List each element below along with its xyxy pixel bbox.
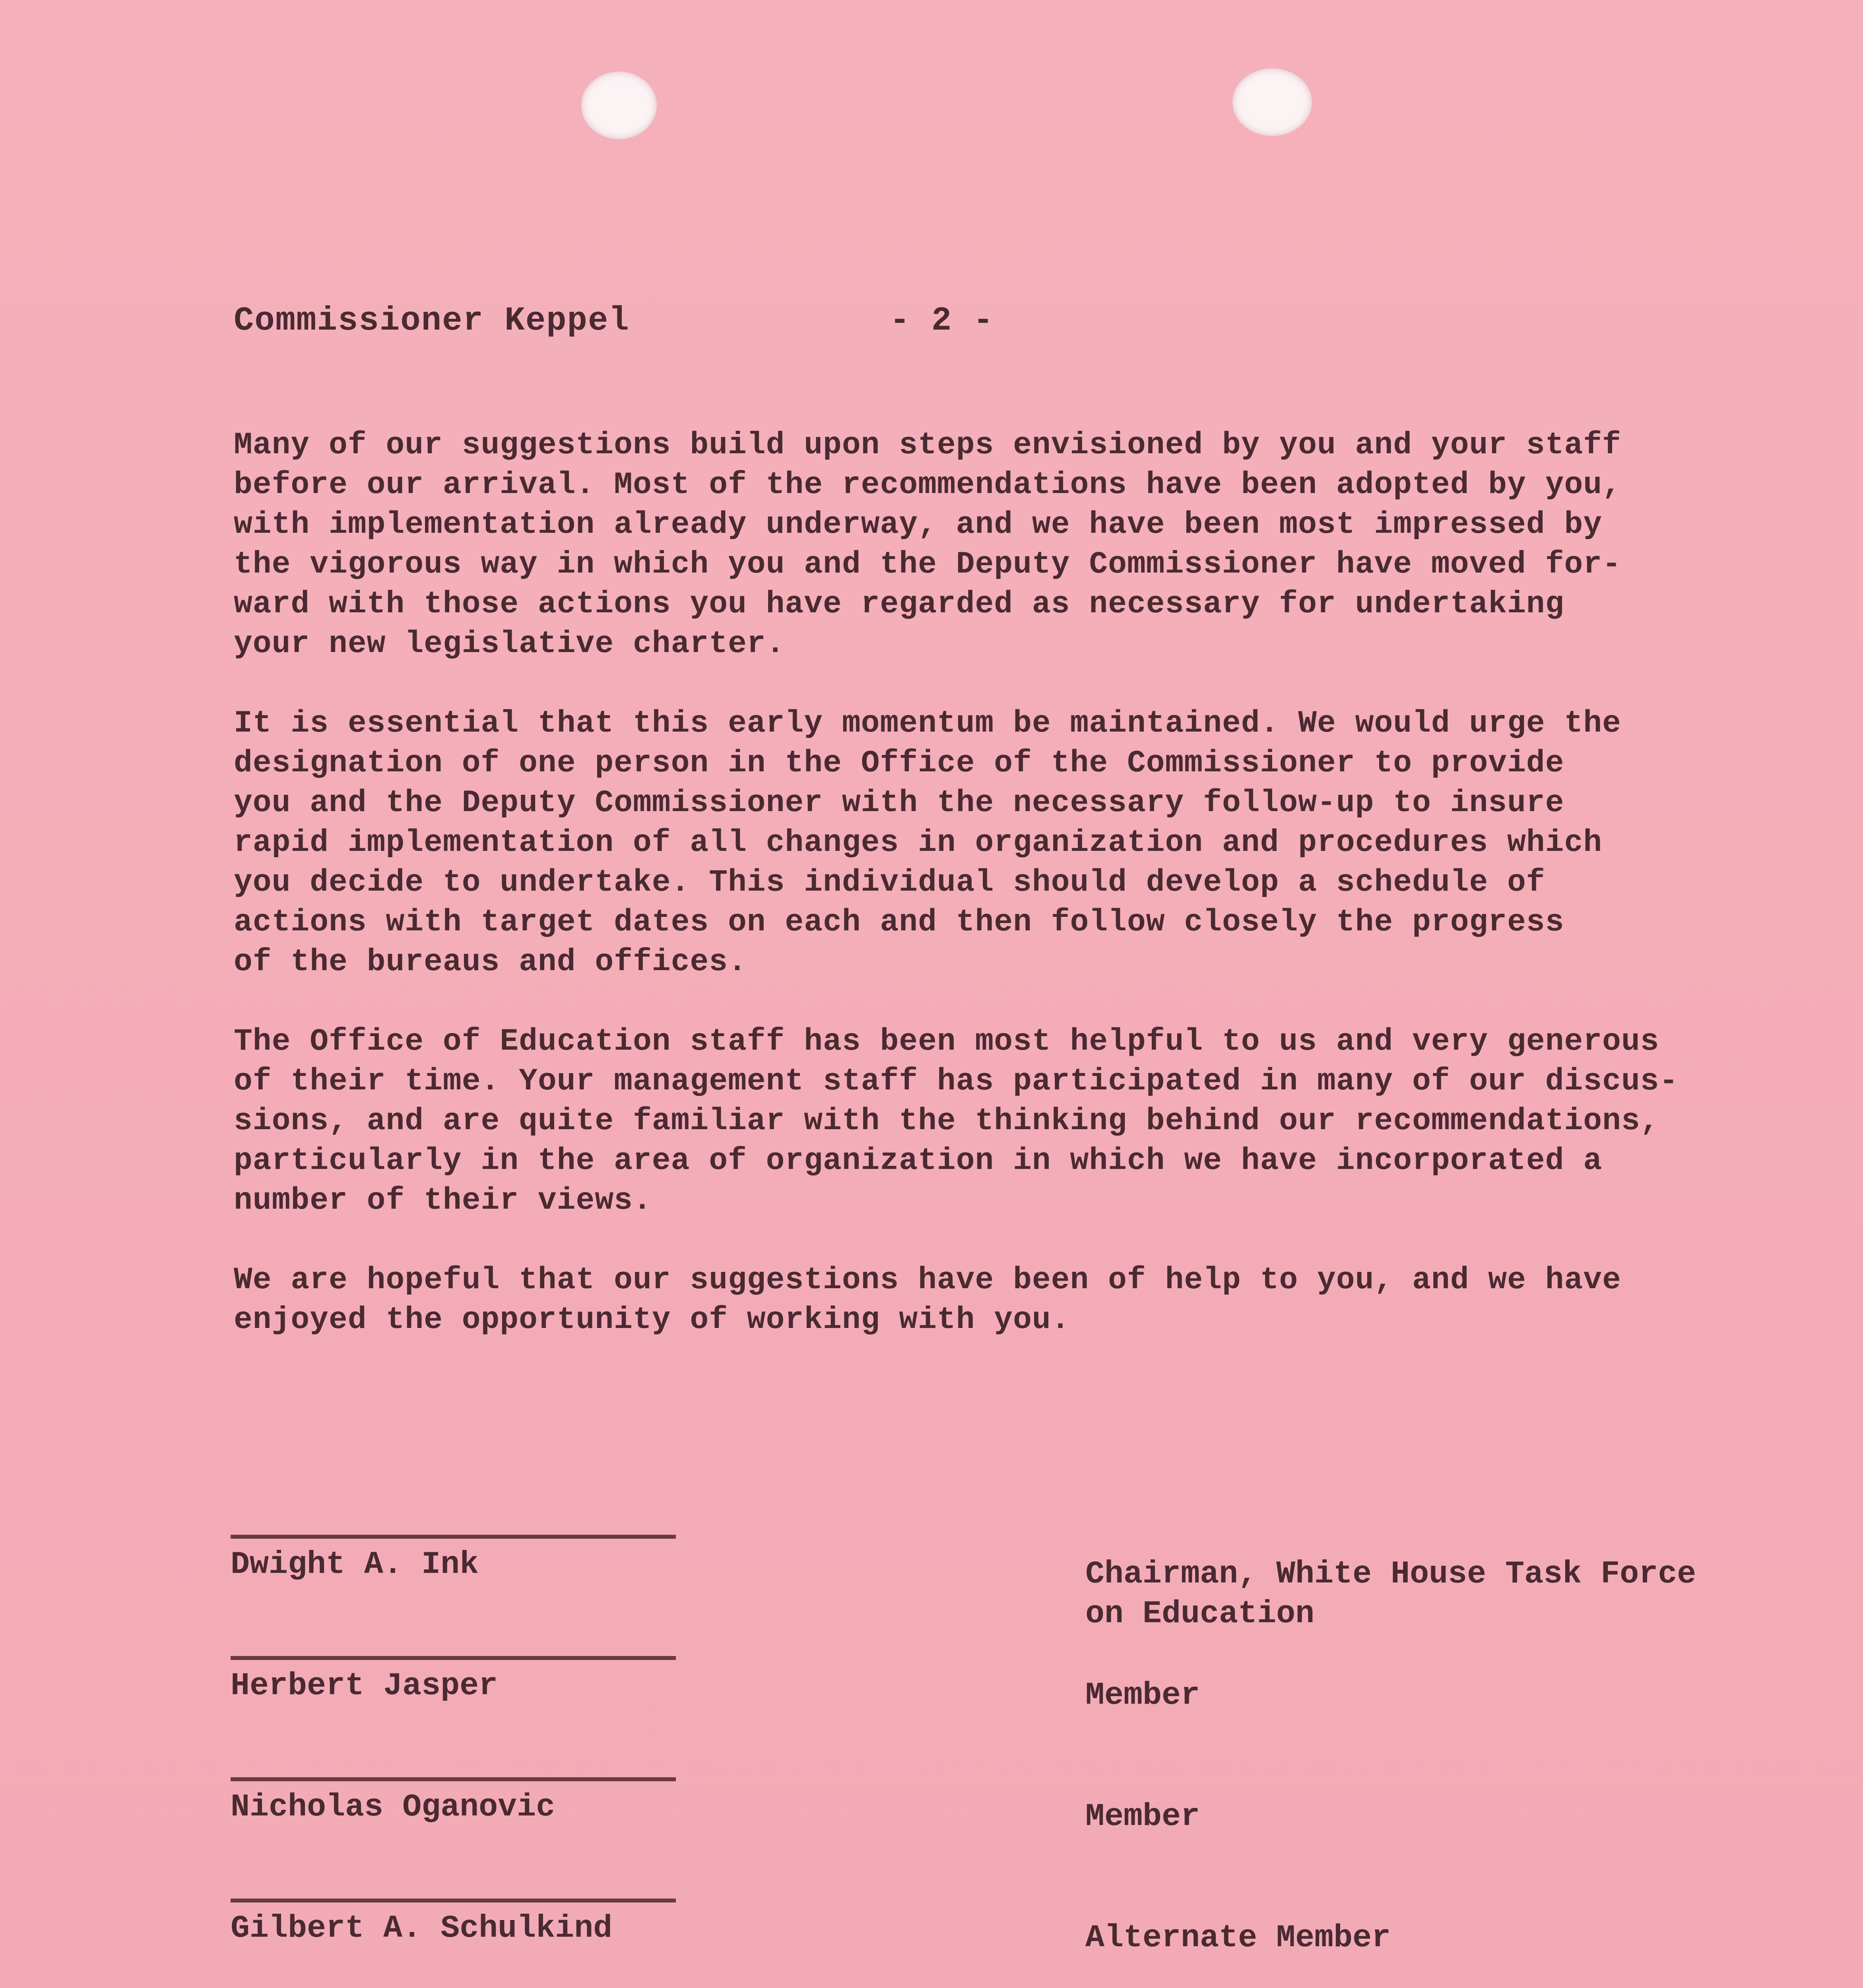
signer-title: Alternate Member	[1085, 1920, 1391, 1956]
signer-name: Herbert Jasper	[231, 1668, 498, 1704]
signer-title: Chairman, White House Task Force on Education	[1085, 1556, 1696, 1632]
signer-title: Member	[1085, 1799, 1200, 1835]
signer-name: Dwight A. Ink	[231, 1547, 479, 1583]
signature-row	[231, 1899, 1781, 1988]
body-paragraph: Many of our suggestions build upon steps envisioned by you and your staff before our arrival. Most of the recommendations have been adopted by you, with implementation already underway, and we have been most impressed by the vigorous way in which you and the Deputy Commissioner have moved for- ward with those actions you have regarded as necessary for undertaking your new legislative charter.	[234, 428, 1621, 662]
signature-line	[231, 1656, 676, 1660]
letter-header	[234, 302, 1745, 346]
signature-line	[231, 1535, 676, 1539]
signer-title: Member	[1085, 1677, 1200, 1714]
signature-row	[231, 1777, 1781, 1899]
letter-body	[234, 425, 1768, 1380]
body-paragraph: The Office of Education staff has been most helpful to us and very generous of their time. Your management staff has participated in many of our discus- sions, and are quite familiar with the thinking behind our recommendations, particularly in the area of organization in which we have incorporated a number of their views.	[234, 1024, 1679, 1218]
addressee: Commissioner Keppel	[234, 302, 630, 340]
page-number: - 2 -	[890, 302, 994, 340]
body-paragraph: We are hopeful that our suggestions have been of help to you, and we have enjoyed the opportunity of working with you.	[234, 1263, 1621, 1338]
signature-row	[231, 1535, 1781, 1656]
signature-block	[231, 1535, 1781, 1988]
signer-name: Nicholas Oganovic	[231, 1789, 555, 1825]
signer-name: Gilbert A. Schulkind	[231, 1910, 613, 1947]
signature-line	[231, 1899, 676, 1903]
punch-hole-right	[1232, 68, 1312, 136]
signature-row	[231, 1656, 1781, 1777]
body-paragraph: It is essential that this early momentum be maintained. We would urge the designation of one person in the Office of the Commissioner to provide you and the Deputy Commissioner with the necessary follow-up to insure rapid implementation of all changes in organization and procedures which you decide to undertake. This individual should develop a schedule of actions with target dates on each and then follow closely the progress of the bureaus and offices.	[234, 706, 1621, 980]
signature-line	[231, 1777, 676, 1781]
punch-hole-left	[581, 72, 657, 139]
